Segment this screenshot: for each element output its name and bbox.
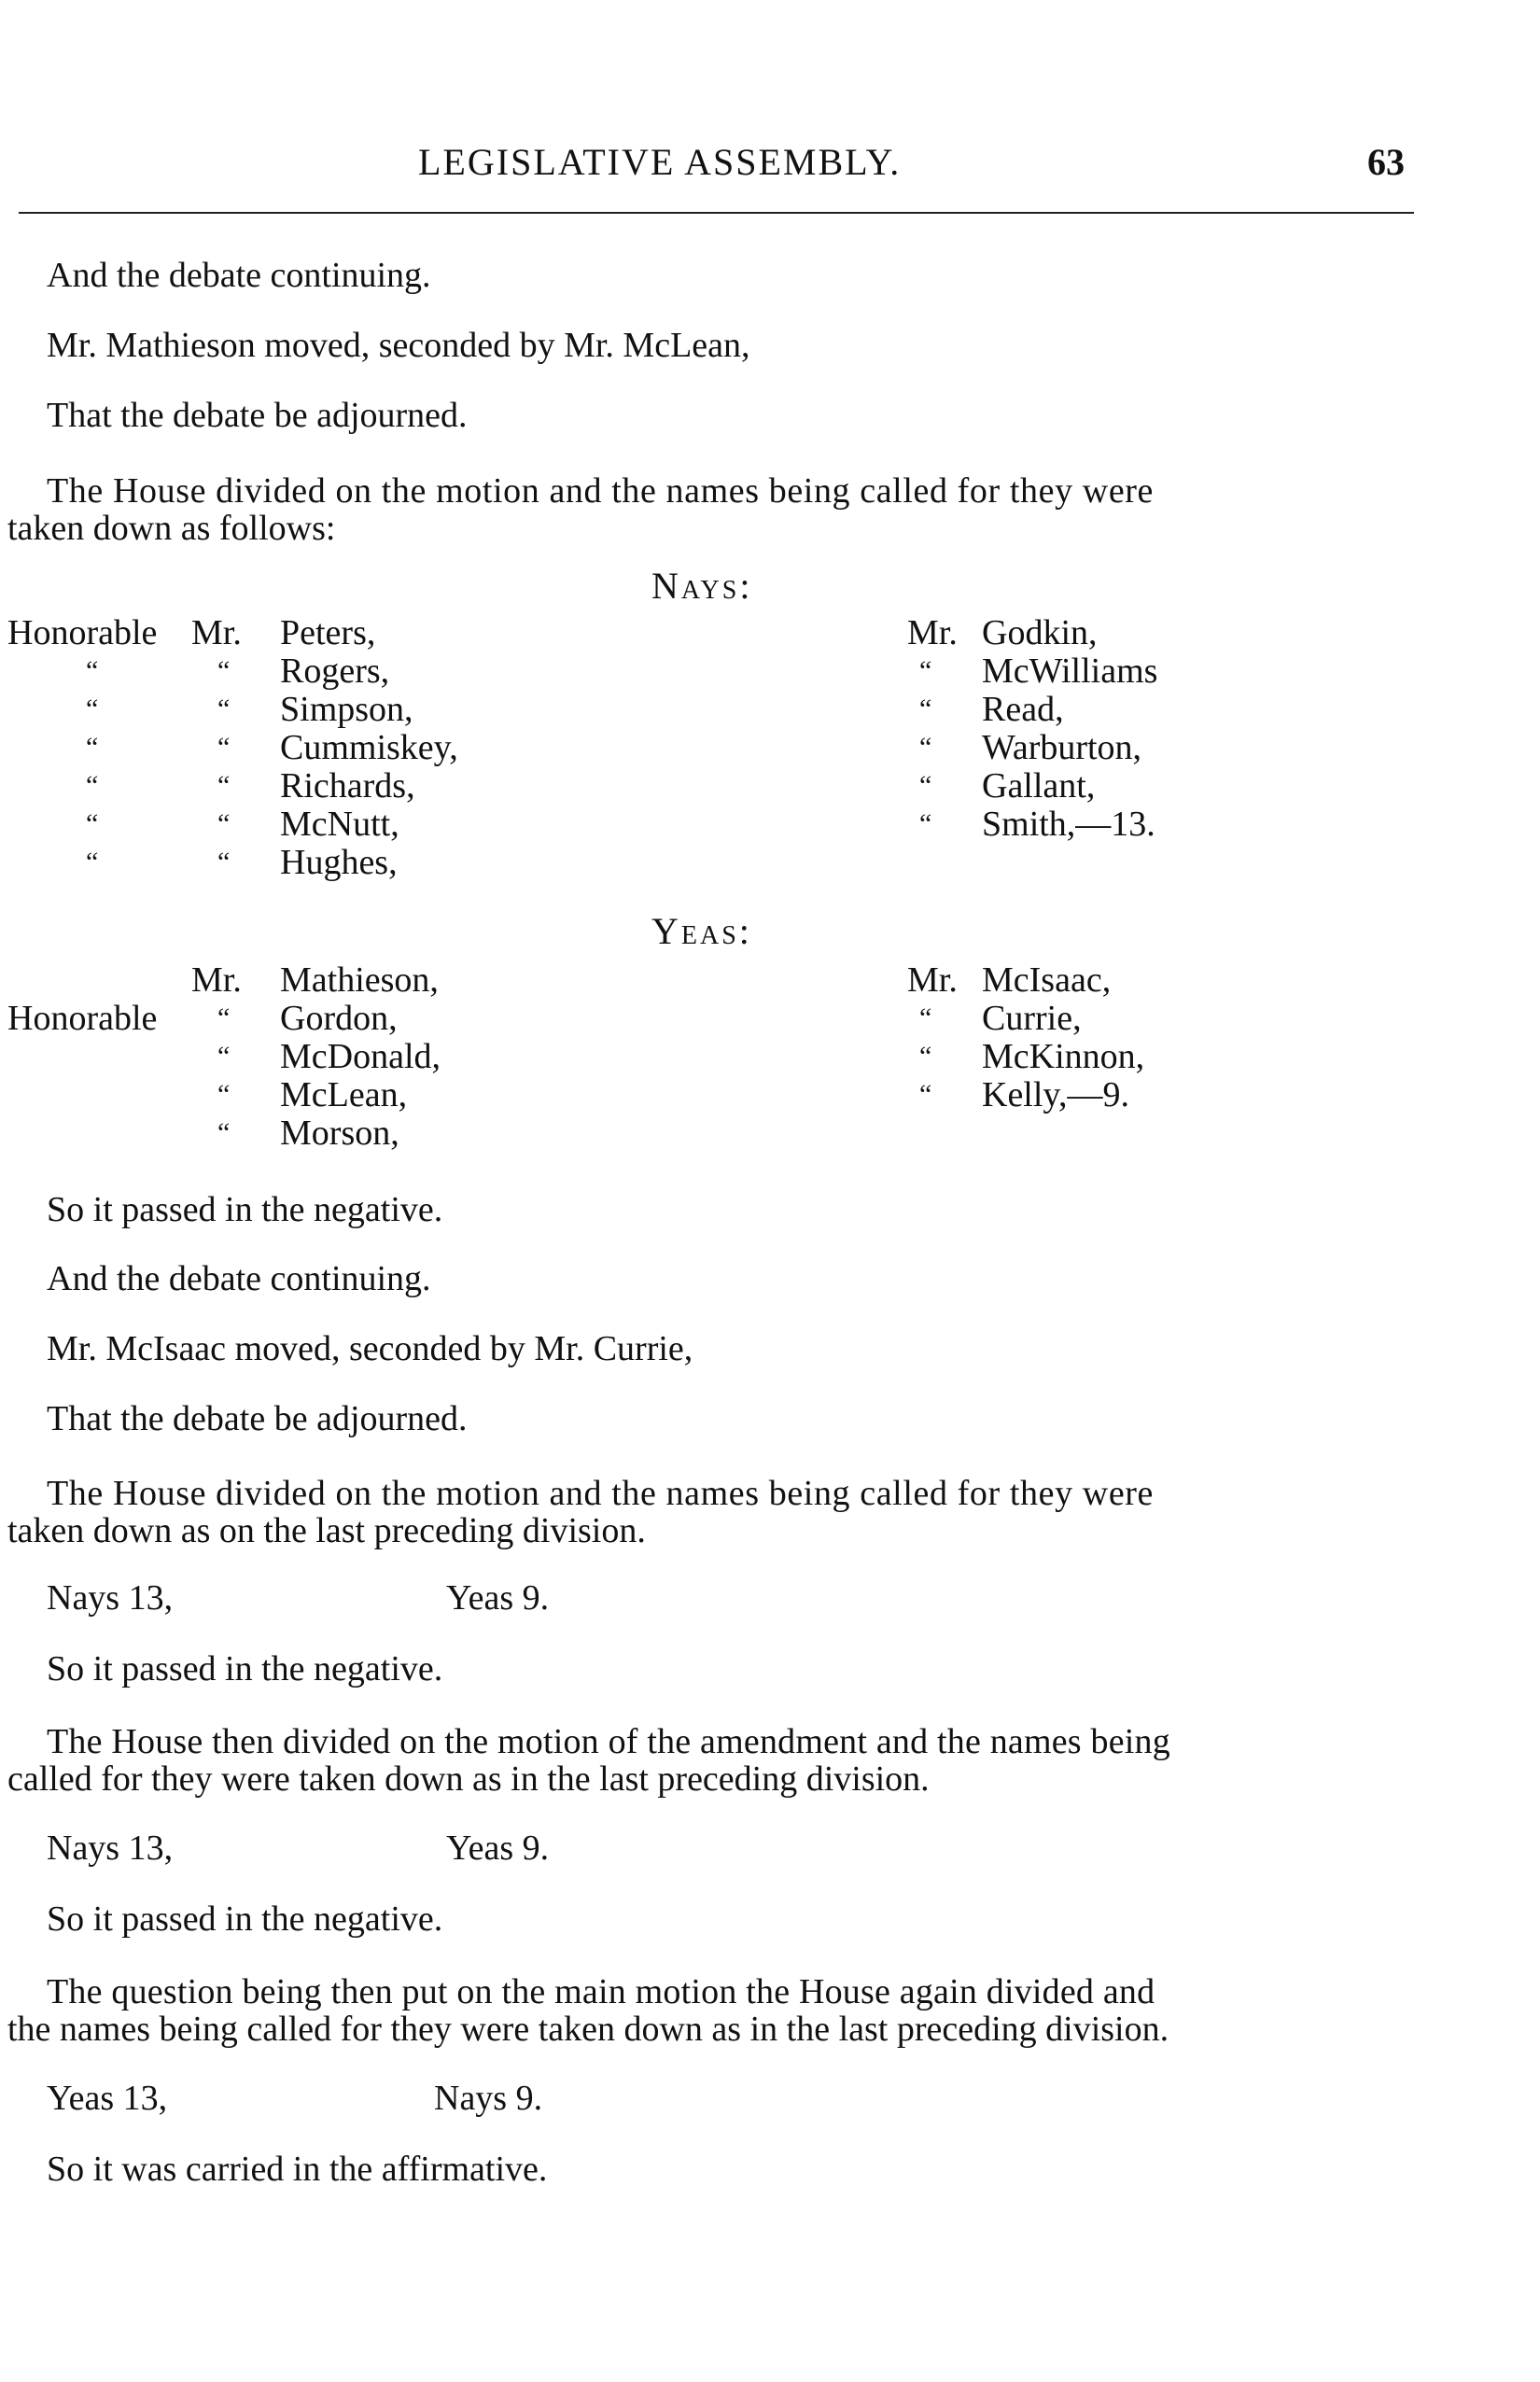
- paragraph-debate-continuing: And the debate continuing.: [47, 256, 431, 295]
- member-prefix: “: [86, 655, 99, 686]
- tally-yeas-3: Yeas 13,: [47, 2079, 168, 2118]
- paragraph-division2-line1: The House divided on the motion and the names being called for they were: [47, 1474, 1155, 1513]
- member-title: “: [217, 694, 231, 724]
- member-prefix: “: [86, 694, 99, 724]
- member-name: Currie,: [982, 999, 1082, 1038]
- paragraph-main-motion-line2: the names being called for they were taken down as in the last preceding division.: [7, 2010, 1169, 2049]
- tally-yeas-2: Yeas 9.: [446, 1829, 550, 1868]
- member-title: Mr.: [191, 613, 242, 652]
- paragraph-division-line2: taken down as follows:: [7, 509, 336, 548]
- member-name: Hughes,: [280, 843, 398, 882]
- member-name: Warburton,: [982, 728, 1142, 767]
- paragraph-adjourn: That the debate be adjourned.: [47, 396, 468, 435]
- member-title: “: [217, 655, 231, 686]
- paragraph-debate-continuing-2: And the debate continuing.: [47, 1259, 431, 1298]
- member-title: Mr.: [907, 960, 958, 1000]
- member-title: “: [217, 1117, 231, 1148]
- member-title: “: [217, 1041, 231, 1072]
- member-title: “: [919, 1041, 932, 1072]
- member-title: Mr.: [907, 613, 958, 652]
- member-title: “: [217, 847, 231, 877]
- member-name: Read,: [982, 690, 1064, 729]
- member-title: “: [217, 808, 231, 839]
- member-name: McWilliams: [982, 652, 1158, 691]
- member-name: Mathieson,: [280, 960, 439, 1000]
- paragraph-amendment-line2: called for they were taken down as in the last preceding division.: [7, 1759, 930, 1799]
- member-name: Peters,: [280, 613, 376, 652]
- member-title: “: [919, 770, 932, 801]
- member-prefix: “: [86, 770, 99, 801]
- member-title: “: [919, 1002, 932, 1033]
- result-negative-1: So it passed in the negative.: [47, 1190, 443, 1229]
- member-prefix: “: [86, 808, 99, 839]
- member-name: McLean,: [280, 1075, 408, 1114]
- member-title: “: [919, 655, 932, 686]
- member-title: “: [919, 1079, 932, 1110]
- member-prefix: “: [86, 847, 99, 877]
- paragraph-main-motion-line1: The question being then put on the main motion the House again divided and: [47, 1972, 1155, 2011]
- member-name: Gordon,: [280, 999, 398, 1038]
- member-name: Morson,: [280, 1114, 399, 1153]
- result-negative-2: So it passed in the negative.: [47, 1649, 443, 1688]
- member-prefix: “: [86, 732, 99, 763]
- yeas-heading: Yeas:: [651, 910, 752, 952]
- member-title: “: [217, 732, 231, 763]
- member-title: “: [919, 732, 932, 763]
- header-rule: [19, 212, 1414, 214]
- member-name: Kelly,—9.: [982, 1075, 1129, 1114]
- tally-nays-2: Nays 13,: [47, 1829, 174, 1868]
- member-name: McDonald,: [280, 1037, 441, 1076]
- member-name: McNutt,: [280, 805, 399, 844]
- member-name: Richards,: [280, 766, 415, 806]
- member-title: “: [217, 1002, 231, 1033]
- member-title: “: [919, 808, 932, 839]
- member-name: Gallant,: [982, 766, 1096, 806]
- tally-nays-3: Nays 9.: [434, 2079, 543, 2118]
- member-name: Rogers,: [280, 652, 390, 691]
- member-prefix: Honorable: [7, 999, 158, 1038]
- member-title: “: [217, 1079, 231, 1110]
- paragraph-motion-mcisaac: Mr. McIsaac moved, seconded by Mr. Currie,: [47, 1329, 693, 1368]
- paragraph-motion-mathieson: Mr. Mathieson moved, seconded by Mr. McLean,: [47, 326, 750, 365]
- member-name: Cummiskey,: [280, 728, 458, 767]
- tally-yeas-1: Yeas 9.: [446, 1578, 550, 1618]
- result-affirmative: So it was carried in the affirmative.: [47, 2150, 548, 2189]
- member-name: Simpson,: [280, 690, 413, 729]
- member-prefix: Honorable: [7, 613, 158, 652]
- result-negative-3: So it passed in the negative.: [47, 1899, 443, 1939]
- paragraph-division-line1: The House divided on the motion and the names being called for they were: [47, 471, 1155, 511]
- paragraph-adjourn-2: That the debate be adjourned.: [47, 1399, 468, 1438]
- nays-heading: Nays:: [651, 565, 753, 607]
- page-number: 63: [1367, 141, 1405, 183]
- member-title: “: [217, 770, 231, 801]
- member-name: Godkin,: [982, 613, 1098, 652]
- paragraph-amendment-line1: The House then divided on the motion of the amendment and the names being: [47, 1722, 1170, 1761]
- member-name: Smith,—13.: [982, 805, 1155, 844]
- running-title: LEGISLATIVE ASSEMBLY.: [418, 141, 902, 183]
- member-title: “: [919, 694, 932, 724]
- member-name: McKinnon,: [982, 1037, 1145, 1076]
- member-title: Mr.: [191, 960, 242, 1000]
- member-name: McIsaac,: [982, 960, 1112, 1000]
- paragraph-division2-line2: taken down as on the last preceding division.: [7, 1511, 646, 1550]
- tally-nays-1: Nays 13,: [47, 1578, 174, 1618]
